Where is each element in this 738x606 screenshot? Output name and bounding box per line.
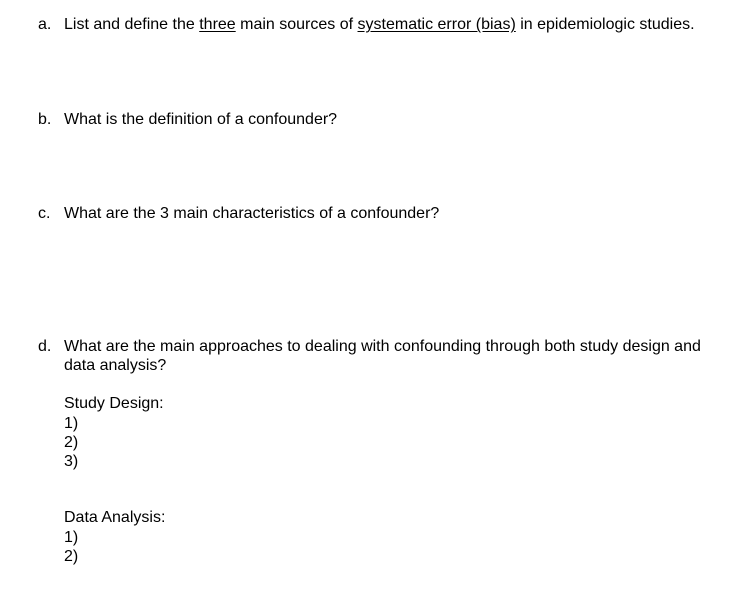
question-b-text: What is the definition of a confounder? xyxy=(64,111,338,128)
question-c xyxy=(38,204,708,223)
question-a-text xyxy=(64,15,708,34)
question-a-letter: a. xyxy=(38,16,52,33)
question-a-underline-three: three xyxy=(199,16,236,33)
data-analysis-item-2: 2) xyxy=(64,548,79,565)
question-a-part2: main sources of xyxy=(235,16,358,33)
study-design-section xyxy=(64,394,164,471)
question-a xyxy=(38,15,708,34)
question-b-letter: b. xyxy=(38,111,52,128)
data-analysis-section xyxy=(64,508,165,566)
study-design-item-3: 3) xyxy=(64,453,79,470)
question-d-text: What are the main approaches to dealing with confounding through both study design and data analysis? xyxy=(64,338,701,374)
study-design-item-2: 2) xyxy=(64,434,79,451)
question-b xyxy=(38,110,708,129)
study-design-heading: Study Design: xyxy=(64,395,164,412)
question-c-letter: c. xyxy=(38,205,51,222)
question-a-part3: in epidemiologic studies. xyxy=(515,16,695,33)
data-analysis-heading: Data Analysis: xyxy=(64,509,166,526)
data-analysis-item-1: 1) xyxy=(64,529,79,546)
question-a-underline-bias: systematic error (bias) xyxy=(357,16,516,33)
question-a-part1: List and define the xyxy=(64,16,200,33)
question-d-letter: d. xyxy=(38,338,52,355)
question-d xyxy=(38,337,708,375)
study-design-item-1: 1) xyxy=(64,415,79,432)
question-c-text: What are the 3 main characteristics of a confounder? xyxy=(64,205,440,222)
